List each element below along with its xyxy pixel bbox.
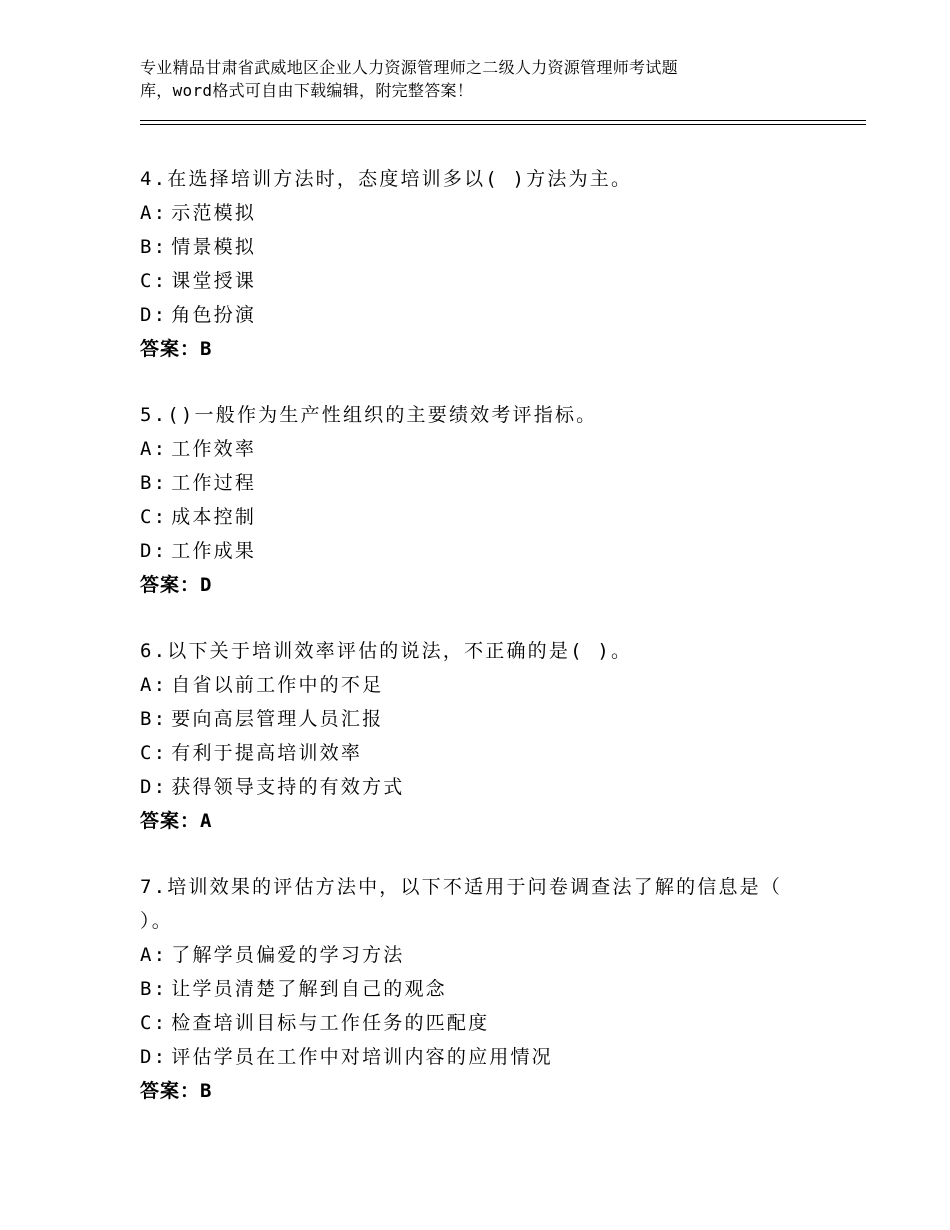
option-b	[140, 466, 840, 500]
option-key: A:	[140, 438, 168, 460]
answer-value: B	[200, 1080, 213, 1102]
option-text: 角色扮演	[171, 304, 257, 326]
answer-label: 答案：	[140, 338, 201, 360]
option-text: 评估学员在工作中对培训内容的应用情况	[171, 1046, 553, 1068]
answer-value: D	[200, 574, 213, 596]
option-a	[140, 196, 840, 230]
option-b	[140, 230, 840, 264]
option-text: 自省以前工作中的不足	[171, 674, 384, 696]
answer-line	[140, 568, 840, 602]
option-d	[140, 298, 840, 332]
question-7	[140, 870, 840, 1108]
question-stem: 7.培训效果的评估方法中，以下不适用于问卷调查法了解的信息是（ ）。	[140, 876, 783, 932]
option-d	[140, 770, 840, 804]
option-key: A:	[140, 202, 168, 224]
option-key: B:	[140, 708, 168, 730]
question-stem: 5.()一般作为生产性组织的主要绩效考评指标。	[140, 404, 598, 426]
option-d	[140, 1040, 840, 1074]
question-list	[140, 162, 840, 1140]
header-title-line-2: 库，word格式可自由下载编辑，附完整答案！	[140, 81, 474, 100]
option-a	[140, 938, 840, 972]
option-text: 工作成果	[171, 540, 257, 562]
option-key: B:	[140, 236, 168, 258]
question-stem: 6.以下关于培训效率评估的说法，不正确的是( )。	[140, 640, 633, 662]
option-a	[140, 668, 840, 702]
option-c	[140, 1006, 840, 1040]
answer-line	[140, 1074, 840, 1108]
option-key: B:	[140, 472, 168, 494]
option-key: C:	[140, 506, 168, 528]
option-text: 让学员清楚了解到自己的观念	[171, 978, 447, 1000]
option-a	[140, 432, 840, 466]
header-divider-second	[140, 124, 866, 125]
answer-line	[140, 804, 840, 838]
option-text: 示范模拟	[171, 202, 257, 224]
answer-value: A	[200, 810, 213, 832]
answer-label: 答案：	[140, 574, 201, 596]
header-title-line-1: 专业精品甘肃省武威地区企业人力资源管理师之二级人力资源管理师考试题	[140, 58, 678, 77]
document-header	[140, 56, 820, 102]
option-text: 情景模拟	[171, 236, 257, 258]
answer-value: B	[200, 338, 213, 360]
option-key: D:	[140, 540, 168, 562]
option-c	[140, 500, 840, 534]
answer-label: 答案：	[140, 810, 201, 832]
question-stem: 4.在选择培训方法时，态度培训多以( )方法为主。	[140, 168, 633, 190]
header-divider	[140, 120, 866, 121]
option-c	[140, 264, 840, 298]
option-b	[140, 702, 840, 736]
option-key: C:	[140, 1012, 168, 1034]
option-text: 获得领导支持的有效方式	[171, 776, 405, 798]
option-text: 有利于提高培训效率	[171, 742, 363, 764]
option-key: C:	[140, 742, 168, 764]
option-b	[140, 972, 840, 1006]
question-5	[140, 398, 840, 602]
option-text: 成本控制	[171, 506, 257, 528]
option-text: 工作过程	[171, 472, 257, 494]
answer-label: 答案：	[140, 1080, 201, 1102]
option-key: D:	[140, 304, 168, 326]
option-key: A:	[140, 944, 168, 966]
question-4	[140, 162, 840, 366]
answer-line	[140, 332, 840, 366]
option-text: 要向高层管理人员汇报	[171, 708, 384, 730]
option-text: 了解学员偏爱的学习方法	[171, 944, 405, 966]
option-text: 检查培训目标与工作任务的匹配度	[171, 1012, 490, 1034]
option-key: C:	[140, 270, 168, 292]
option-c	[140, 736, 840, 770]
question-6	[140, 634, 840, 838]
option-d	[140, 534, 840, 568]
option-key: A:	[140, 674, 168, 696]
option-key: D:	[140, 1046, 168, 1068]
option-text: 工作效率	[171, 438, 257, 460]
option-key: B:	[140, 978, 168, 1000]
option-text: 课堂授课	[171, 270, 257, 292]
option-key: D:	[140, 776, 168, 798]
